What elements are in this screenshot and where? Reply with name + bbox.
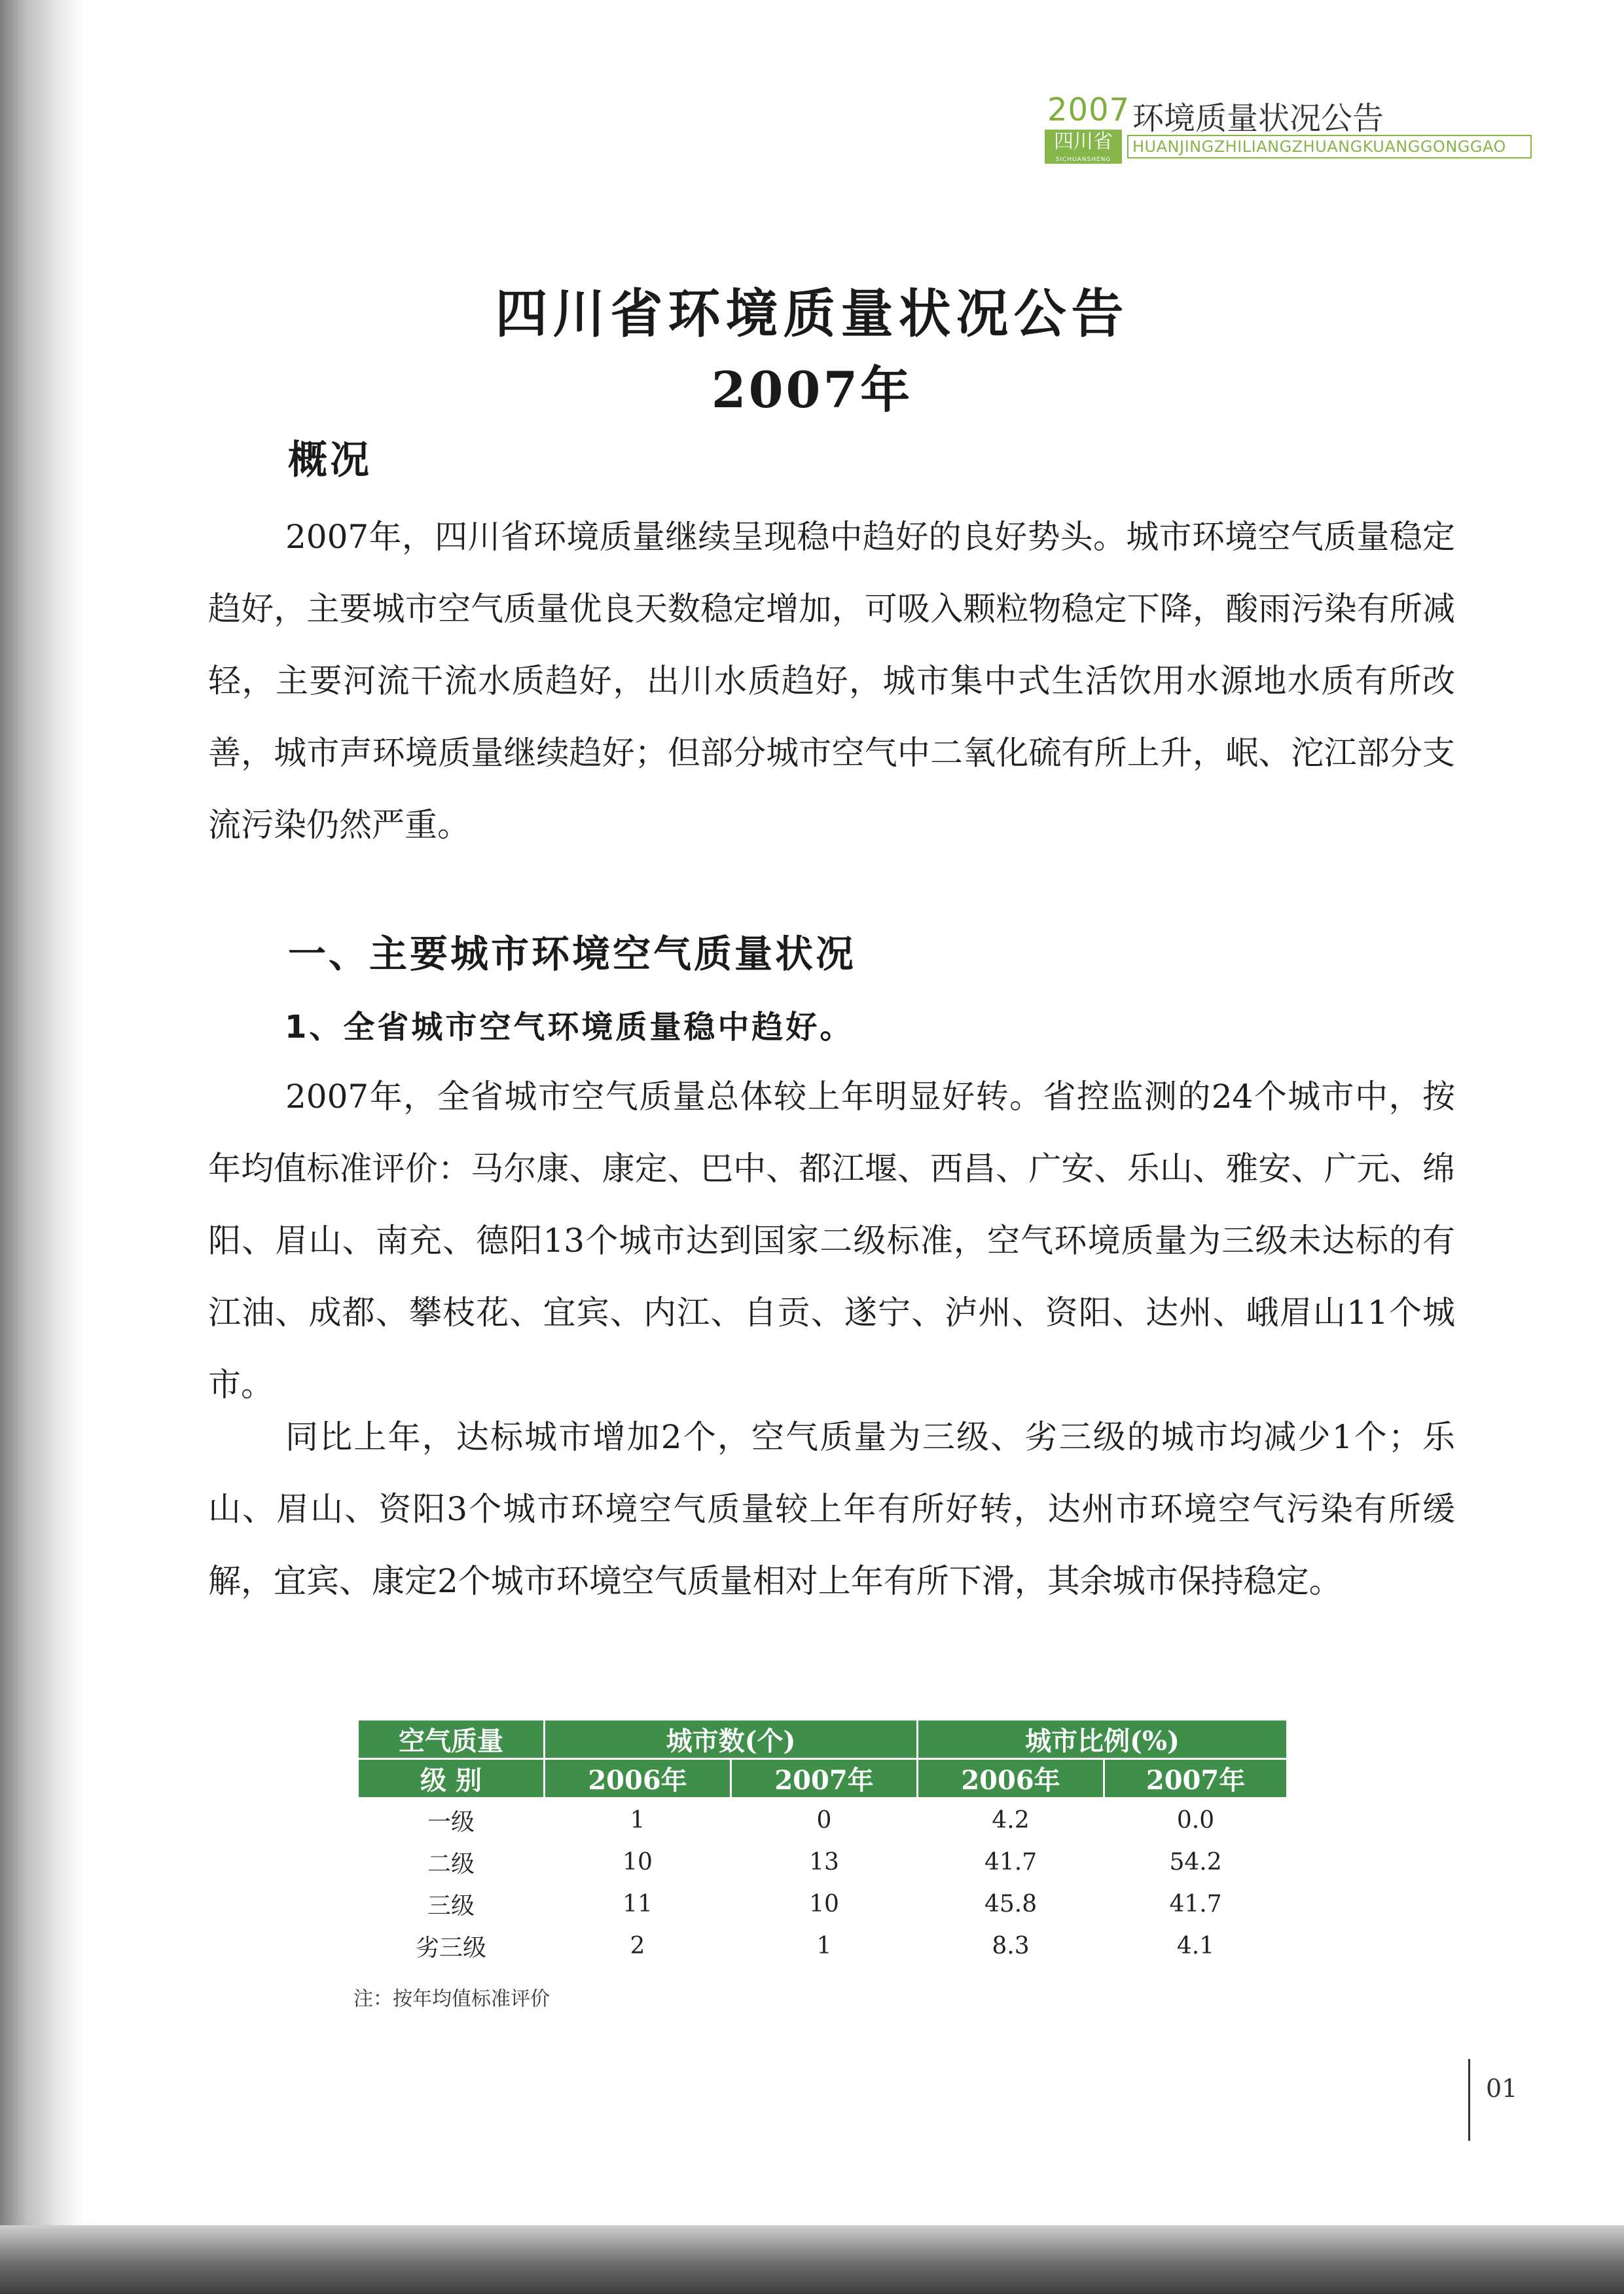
document-year: 2007年	[711, 361, 913, 419]
table-row	[358, 1925, 1288, 1967]
document-title: 四川省环境质量状况公告	[495, 283, 1129, 344]
table-row	[358, 1798, 1288, 1842]
header-percent-2006: 2006年	[918, 1759, 1104, 1798]
bottom-scan-shadow	[0, 2225, 1624, 2294]
header-percent-2007: 2007年	[1104, 1759, 1288, 1798]
count-2007-cell: 13	[809, 1848, 839, 1876]
header-grade-line1: 空气质量	[358, 1720, 545, 1759]
count-2007-cell: 1	[816, 1932, 832, 1959]
overview-heading: 概况	[288, 437, 372, 483]
subsection-heading: 1、全省城市空气环境质量稳中趋好。	[285, 1009, 854, 1046]
header-province-pinyin: SICHUANSHENG	[1055, 156, 1111, 163]
air-quality-table	[357, 1719, 1288, 1967]
header-count-2006: 2006年	[545, 1759, 731, 1798]
table-note: 注：按年均值标准评价	[353, 1988, 550, 2011]
percent-2006-cell: 41.7	[984, 1848, 1038, 1876]
percent-2007-cell: 41.7	[1169, 1890, 1222, 1918]
percent-2006-cell: 4.2	[992, 1806, 1030, 1834]
overview-paragraph: 2007年，四川省环境质量继续呈现稳中趋好的良好势头。城市环境空气质量稳定趋好，主要城市空气质量优良天数稳定增加，可吸入颗粒物稳定下降，酸雨污染有所减轻，主要河流干流水质趋好，出川水质趋好，城市集中式生活饮用水源地水质有所改善，城市声环境质量继续趋好；但部分城市空气中二氧化硫有所上升，岷、沱江部分支流污染仍然严重。	[208, 518, 1455, 844]
percent-2007-cell: 4.1	[1176, 1932, 1215, 1959]
header-count-2007: 2007年	[731, 1759, 918, 1798]
section-heading: 一、主要城市环境空气质量状况	[288, 932, 857, 976]
percent-2006-cell: 45.8	[984, 1890, 1038, 1918]
grade-cell: 三级	[427, 1892, 475, 1920]
header-year: 2007	[1047, 92, 1130, 128]
count-2006-cell: 11	[623, 1890, 653, 1918]
grade-cell: 一级	[427, 1808, 475, 1836]
running-header	[1041, 92, 1538, 170]
table-header	[358, 1720, 1288, 1798]
header-city-count: 城市数(个)	[545, 1720, 918, 1759]
percent-2006-cell: 8.3	[992, 1932, 1030, 1959]
count-2007-cell: 0	[816, 1806, 832, 1834]
header-title: 环境质量状况公告	[1132, 100, 1384, 137]
table-row	[358, 1883, 1288, 1925]
header-pinyin: HUANJINGZHILIANGZHUANGKUANGGONGGAO	[1127, 135, 1532, 158]
grade-cell: 二级	[427, 1850, 475, 1878]
page-number: 01	[1486, 2074, 1518, 2103]
header-city-percent: 城市比例(%)	[918, 1720, 1288, 1759]
count-2006-cell: 1	[630, 1806, 645, 1834]
header-province-badge	[1045, 130, 1122, 164]
percent-2007-cell: 54.2	[1169, 1848, 1222, 1876]
header-province: 四川省	[1054, 130, 1113, 153]
count-2006-cell: 2	[630, 1932, 645, 1959]
section-paragraph-2: 同比上年，达标城市增加2个，空气质量为三级、劣三级的城市均减少1个；乐山、眉山、资阳3个城市环境空气质量较上年有所好转，达州市环境空气污染有所缓解，宜宾、康定2个城市环境空气质量相对上年有所下滑，其余城市保持稳定。	[208, 1418, 1455, 1600]
table-body	[358, 1798, 1288, 1967]
percent-2007-cell: 0.0	[1176, 1806, 1215, 1834]
header-grade-line2: 级 别	[358, 1759, 545, 1798]
page-number-rule	[1468, 2059, 1470, 2141]
count-2007-cell: 10	[809, 1890, 839, 1918]
count-2006-cell: 10	[623, 1848, 653, 1876]
section-paragraph-1: 2007年，全省城市空气质量总体较上年明显好转。省控监测的24个城市中，按年均值标准评价：马尔康、康定、巴中、都江堰、西昌、广安、乐山、雅安、广元、绵阳、眉山、南充、德阳13个城市达到国家二级标准，空气环境质量为三级未达标的有江油、成都、攀枝花、宜宾、内江、自贡、遂宁、泸州、资阳、达州、峨眉山11个城市。	[208, 1078, 1455, 1404]
table-row	[358, 1841, 1288, 1883]
grade-cell: 劣三级	[415, 1934, 486, 1961]
